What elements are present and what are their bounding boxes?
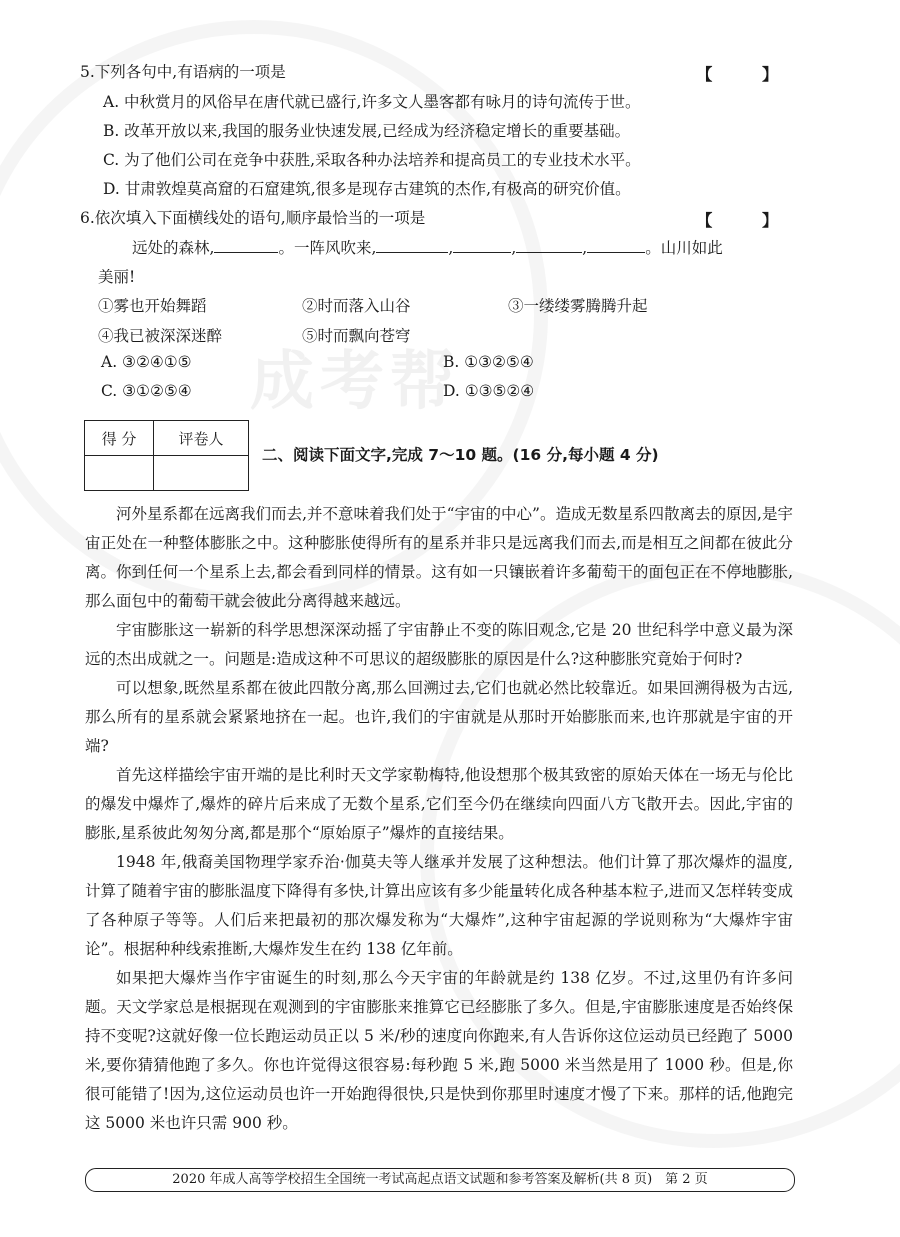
q5-option-d: D. 甘肃敦煌莫高窟的石窟建筑,很多是现存古建筑的杰作,有极高的研究价值。 (103, 180, 631, 198)
watermark-text: 成考帮 (250, 345, 460, 419)
q6-text-d: 美丽! (98, 268, 136, 286)
q5-option-c: C. 为了他们公司在竞争中获胜,采取各种办法培养和提高员工的专业技术水平。 (103, 151, 641, 169)
answer-bracket: 【 】 (696, 65, 800, 84)
grader-label: 评卷人 (154, 421, 249, 456)
passage-paragraph: 首先这样描绘宇宙开端的是比利时天文学家勒梅特,他设想那个极其致密的原始天体在一场无与伦比的爆发中爆炸了,爆炸的碎片后来成了无数个星系,它们至今仍在继续向四面八方飞散开去。因此,宇宙的膨胀,星系彼此匆匆分离,都是那个“原始原子”爆炸的直接结果。 (85, 766, 793, 842)
q6-text-a: 远处的森林, (132, 239, 215, 257)
q6-choice-d: D. ①③⑤②④ (443, 382, 535, 400)
blank-line (453, 238, 511, 253)
question-6-stem: 6.依次填入下面横线处的语句,顺序最恰当的一项是 (80, 209, 426, 227)
q6-item: ⑤时而飘向苍穹 (302, 327, 411, 345)
section-2-title: 二、阅读下面文字,完成 7～10 题。(16 分,每小题 4 分) (262, 446, 659, 464)
q6-text-c: 。山川如此 (645, 239, 723, 257)
q6-item: ①雾也开始舞蹈 (98, 297, 207, 315)
blank-line (516, 238, 582, 253)
question-5-stem: 5.下列各句中,有语病的一项是 (80, 63, 286, 81)
grader-cell (154, 456, 249, 491)
answer-bracket: 【 】 (696, 211, 800, 230)
q6-choice-a: A. ③②④①⑤ (101, 353, 192, 371)
score-cell (85, 456, 154, 491)
passage-paragraph: 河外星系都在远离我们而去,并不意味着我们处于“宇宙的中心”。造成无数星系四散离去的原因,是宇宙正处在一种整体膨胀之中。这种膨胀使得所有的星系并非只是远离我们而去,而是相互之间都在彼此分离。你到任何一个星系上去,都会看到同样的情景。这有如一只镶嵌着许多葡萄干的面包正在不停地膨胀,那么面包中的葡萄干就会彼此分离得越来越远。 (85, 505, 793, 610)
passage-paragraph: 宇宙膨胀这一崭新的科学思想深深动摇了宇宙静止不变的陈旧观念,它是 20 世纪科学中意义最为深远的杰出成就之一。问题是:造成这种不可思议的超级膨胀的原因是什么?这种膨胀究竟始于何时? (85, 621, 793, 668)
q6-item: ②时而落入山谷 (302, 297, 411, 315)
q6-choice-c: C. ③①②⑤④ (101, 382, 192, 400)
passage-paragraph: 可以想象,既然星系都在彼此四散分离,那么回溯过去,它们也就必然比较靠近。如果回溯得极为古远,那么所有的星系就会紧紧地挤在一起。也许,我们的宇宙就是从那时开始膨胀而来,也许那就是宇宙的开端? (85, 679, 793, 755)
score-label: 得 分 (85, 421, 154, 456)
page-footer: 2020 年成人高等学校招生全国统一考试高起点语文试题和参考答案及解析(共 8 页) 第 2 页 (85, 1168, 795, 1192)
q5-option-a: A. 中秋赏月的风俗早在唐代就已盛行,许多文人墨客都有咏月的诗句流传于世。 (103, 93, 641, 111)
blank-line (587, 238, 645, 253)
passage-paragraph: 1948 年,俄裔美国物理学家乔治·伽莫夫等人继承并发展了这种想法。他们计算了那次爆炸的温度,计算了随着宇宙的膨胀温度下降得有多快,计算出应该有多少能量转化成各种基本粒子,进而又怎样转变成了各种原子等等。人们后来把最初的那次爆发称为“大爆炸”,这种宇宙起源的学说则称为“大爆炸宇宙论”。根据种种线索推断,大爆炸发生在约 138 亿年前。 (85, 853, 793, 958)
q6-fill-sentence: 远处的森林, 。一阵风吹来, , , , 。山川如此 (132, 239, 723, 257)
q6-choice-b: B. ①③②⑤④ (443, 353, 534, 371)
reading-passage (85, 500, 793, 1138)
q6-item: ④我已被深深迷醉 (98, 327, 223, 345)
passage-paragraph: 如果把大爆炸当作宇宙诞生的时刻,那么今天宇宙的年龄就是约 138 亿岁。不过,这里仍有许多问题。天文学家总是根据现在观测到的宇宙膨胀来推算它已经膨胀了多久。但是,宇宙膨胀速度是否始终保持不变呢?这就好像一位长跑运动员正以 5 米/秒的速度向你跑来,有人告诉你这位运动员已经跑了 5000 米,要你猜猜他跑了多久。你也许觉得这很容易:每秒跑 5 米,跑 5000 米当然是用了 1000 秒。但是,你很可能错了!因为,这位运动员也许一开始跑得很快,只是快到你那里时速度才慢了下来。那样的话,他跑完这 5000 米也许只需 900 秒。 (85, 969, 793, 1132)
q5-option-b: B. 改革开放以来,我国的服务业快速发展,已经成为经济稳定增长的重要基础。 (103, 122, 631, 140)
q6-text-b: 。一阵风吹来, (278, 239, 377, 257)
q6-item: ③一缕缕雾腾腾升起 (508, 297, 648, 315)
blank-line (214, 238, 278, 253)
score-table (84, 420, 249, 491)
blank-line (376, 238, 448, 253)
